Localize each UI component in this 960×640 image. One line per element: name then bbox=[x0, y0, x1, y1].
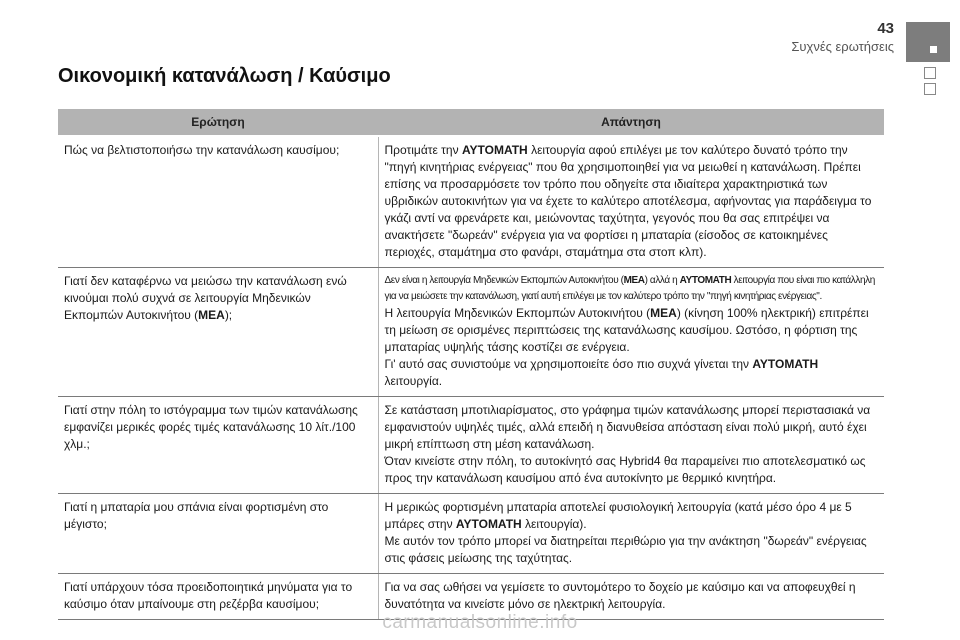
answer-text bbox=[385, 305, 879, 356]
bold-term: AYTOMATH bbox=[752, 357, 819, 371]
answer-text: Σε κατάσταση μποτιλιαρίσματος, στο γράφημα τιμών κατανάλωσης μπορεί περιστασιακά να εμφανιστούν υψηλές τιμές, αλλά επειδή η διανυθείσα απόσταση είναι πολύ μικρή, αυτό έχει μικρή επίπτωση στη μέση κατανάλωση. bbox=[384, 403, 871, 451]
text-run: Η λειτουργία Μηδενικών Εκπομπών Αυτοκινήτου ( bbox=[384, 306, 651, 320]
answer-text bbox=[385, 142, 879, 261]
answer-text: Με αυτόν τον τρόπο μπορεί να διατηρείται περιθώριο για την ανάκτηση "δωρεάν" ενέργειας στις φάσεις μείωσης της ταχύτητας. bbox=[384, 534, 867, 565]
question-text bbox=[64, 273, 372, 324]
text-run: ) αλλά η bbox=[644, 275, 680, 286]
text-run: Γι' αυτό σας συνιστούμε να χρησιμοποιείτε όσο πιο συχνά γίνεται την bbox=[384, 357, 753, 371]
question-cell: Γιατί υπάρχουν τόσα προειδοποιητικά μηνύματα για το καύσιμο όταν μπαίνουμε στη ρεζέρβα καυσίμου; bbox=[58, 574, 378, 620]
table-row bbox=[58, 136, 884, 268]
text-run: ); bbox=[224, 308, 233, 322]
bold-term: AYTOMATH bbox=[455, 517, 522, 531]
answer-cell bbox=[378, 268, 884, 397]
bold-term: MEA bbox=[623, 275, 645, 286]
text-run: Προτιμάτε την bbox=[384, 143, 462, 157]
side-tab bbox=[906, 22, 950, 62]
question-cell: Πώς να βελτιστοποιήσω την κατανάλωση καυσίμου; bbox=[58, 136, 378, 268]
answer-cell bbox=[378, 397, 884, 494]
table-header-row bbox=[58, 109, 884, 136]
table-row bbox=[58, 397, 884, 494]
bold-term: MEA bbox=[650, 306, 677, 320]
answer-text bbox=[385, 356, 879, 390]
square-icon bbox=[930, 46, 937, 53]
section-title: Συχνές ερωτήσεις bbox=[791, 39, 894, 54]
text-run: Η μερικώς φορτισμένη μπαταρία αποτελεί φυσιολογική λειτουργία (κατά μέσο όρο 4 με 5 μπάρες στην bbox=[384, 500, 852, 531]
answer-cell bbox=[378, 494, 884, 574]
answer-text: Όταν κινείστε στην πόλη, το αυτοκίνητό σας Hybrid4 θα παραμείνει πιο αποτελεσματικό ως προς την κατανάλωση καυσίμου από ένα αυτοκίνητο με θερμικό κινητήρα. bbox=[384, 454, 866, 485]
table-row bbox=[58, 494, 884, 574]
answer-cell bbox=[378, 136, 884, 268]
answer-text bbox=[385, 499, 879, 533]
faq-table bbox=[58, 109, 884, 620]
table-row bbox=[58, 268, 884, 397]
square-outline-icon bbox=[924, 67, 936, 79]
page-number: 43 bbox=[877, 20, 894, 37]
question-cell bbox=[58, 268, 378, 397]
question-cell: Γιατί η μπαταρία μου σπάνια είναι φορτισμένη στο μέγιστο; bbox=[58, 494, 378, 574]
text-run: λειτουργία που είναι πιο κατάλληλη για να μειώσετε την κατανάλωση, γιατί αυτή επιλέγει με τον καλύτερο τρόπο την "πηγή κινητήριας ενέργειας". bbox=[384, 275, 875, 302]
text-run: Δεν είναι η λειτουργία Μηδενικών Εκπομπών Αυτοκινήτου ( bbox=[384, 275, 624, 286]
text-run: λειτουργία). bbox=[521, 517, 587, 531]
text-run: λειτουργία αφού επιλέγει με τον καλύτερο δυνατό τρόπο την "πηγή κινητήριας ενέργειας" που θα χρησιμοποιηθεί για να μειωθεί η κατανάλωση. Πρέπει επίσης να προσαρμόσετε τον τρόπο που οδηγείτε στα ιδιαίτερα χαρακτηριστικά των υβριδικών αυτοκινήτων για να έχετε το καλύτερο αποτέλεσμα, αφήνοντας για παράδειγμα το γκάζι αντί να φρενάρετε και, μειώνοντας ταχύτητα, γεγονός που θα σας επιτρέψει να ανακτήσετε "δωρεάν" ενέργεια για να φορτίσει η μπαταρία (είσοδος σε κατοικημένες περιοχές, σταμάτημα στο φανάρι, σταμάτημα στα στοπ κλπ). bbox=[384, 143, 872, 259]
bold-term: AYTOMATH bbox=[461, 143, 528, 157]
square-outline-icon bbox=[924, 83, 936, 95]
column-header-question: Ερώτηση bbox=[58, 109, 378, 136]
question-cell: Γιατί στην πόλη το ιστόγραμμα των τιμών κατανάλωσης εμφανίζει μερικές φορές τιμές κατανάλωσης 10 λίτ./100 χλμ.; bbox=[58, 397, 378, 494]
bold-term: AYTOMATH bbox=[679, 275, 732, 286]
watermark: carmanualsonline.info bbox=[382, 612, 578, 633]
page-title: Οικονομική κατανάλωση / Καύσιμο bbox=[58, 65, 391, 87]
text-run: ) (κίνηση 100% ηλεκτρική) επιτρέπει τη μείωση σε ορισμένες περιπτώσεις της κατανάλωσης καυσίμου. Ωστόσο, η φόρτιση της μπαταρίας υψηλής τάσης κοστίζει σε ενέργεια. bbox=[384, 306, 869, 354]
text-run: λειτουργία. bbox=[384, 374, 443, 388]
text-run: Γιατί δεν καταφέρνω να μειώσω την κατανάλωση ενώ κινούμαι πολύ συχνά σε λειτουργία Μηδενικών Εκπομπών Αυτοκινήτου ( bbox=[64, 274, 347, 322]
answer-note bbox=[385, 273, 879, 305]
answer-text: Για να σας ωθήσει να γεμίσετε το συντομότερο το δοχείο με καύσιμο και να αποφευχθεί η δυνατότητα να κινείστε μόνο σε ηλεκτρική λειτουργία. bbox=[384, 580, 856, 611]
column-header-answer: Απάντηση bbox=[378, 109, 884, 136]
bold-term: MEA bbox=[198, 308, 225, 322]
